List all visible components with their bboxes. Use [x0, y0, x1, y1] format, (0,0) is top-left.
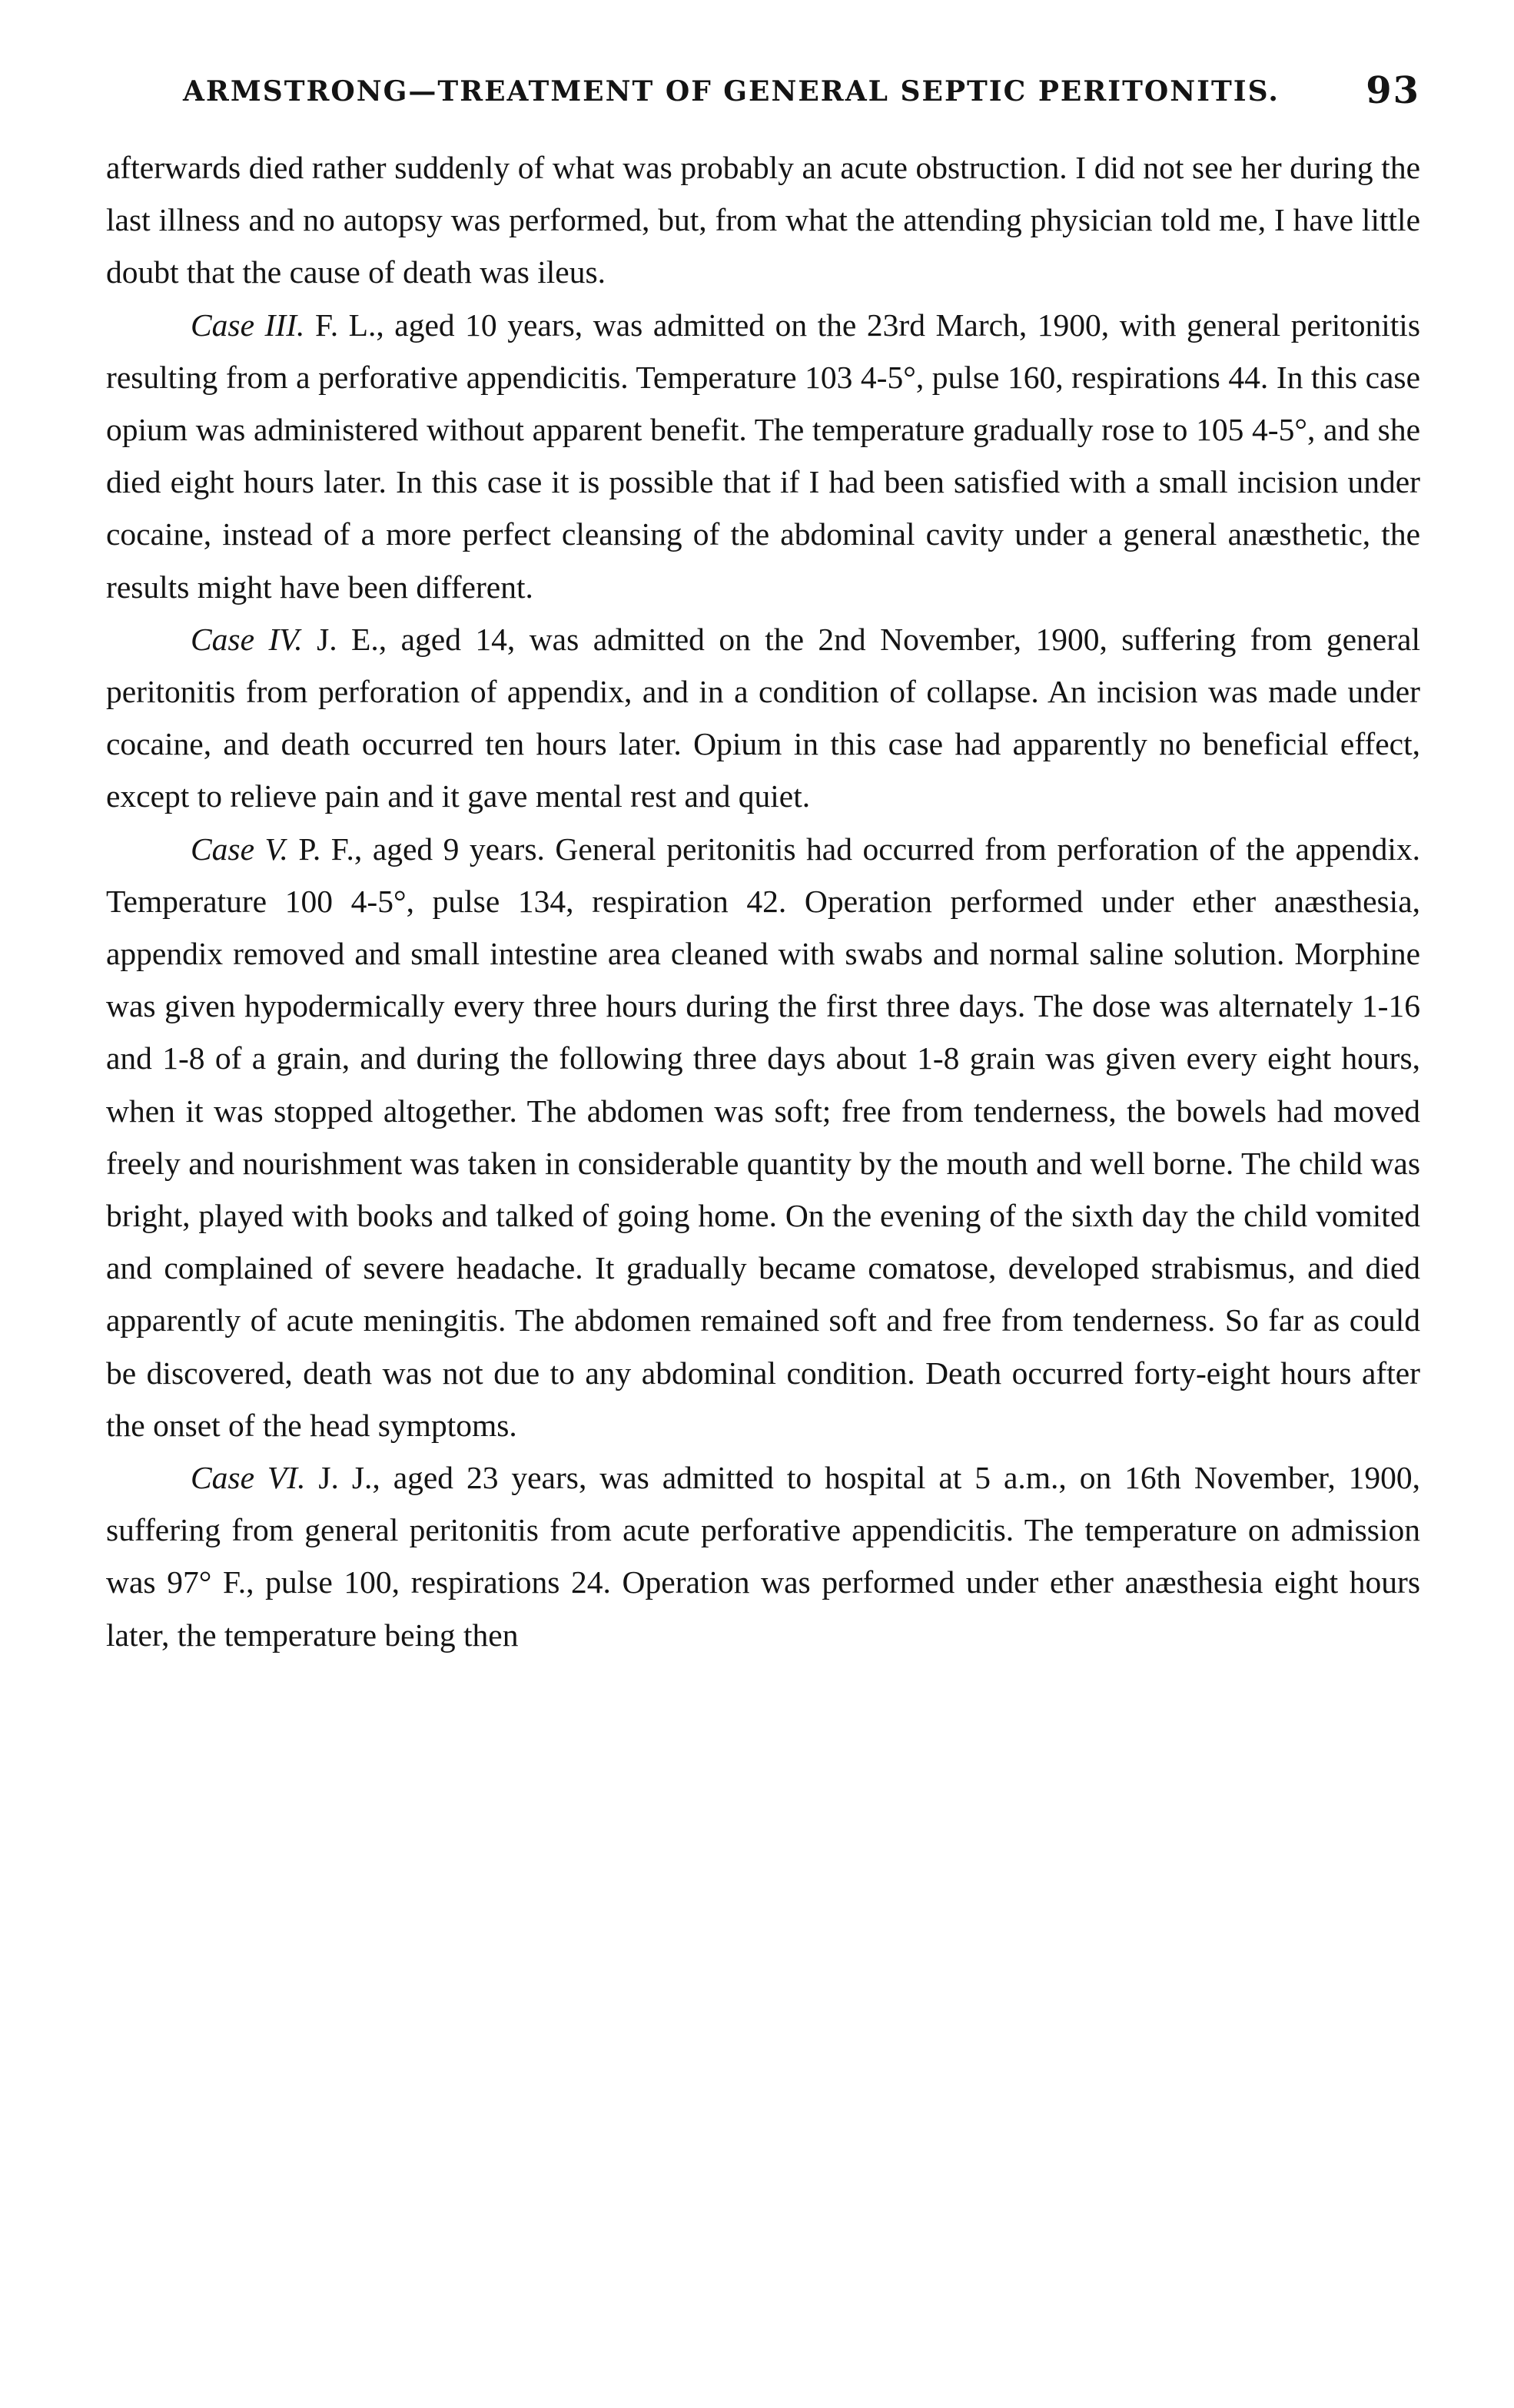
- case-label: Case III.: [191, 307, 305, 343]
- running-head: [106, 68, 1420, 141]
- page-number: 93: [1366, 69, 1420, 112]
- paragraph-text: J. E., aged 14, was admitted on the 2nd November, 1900, suffering from general peritonitis from perforation of appendix, and in a condition of collapse. An incision was made under cocaine, and death occurred ten hours later. Opium in this case had apparently no beneficial effect, except to relieve pain and it gave mental rest and quiet.: [106, 621, 1420, 814]
- running-title: ARMSTRONG—TREATMENT OF GENERAL SEPTIC PERITONITIS.: [183, 75, 1280, 108]
- paragraph-text: afterwards died rather suddenly of what was probably an acute obstruction. I did not see her during the last illness and no autopsy was performed, but, from what the attending physician told me, I have little doubt that the cause of death was ileus.: [106, 150, 1420, 290]
- body-text: [106, 141, 1420, 1661]
- document-page: [106, 68, 1420, 2365]
- paragraph-case-vi: [106, 1451, 1420, 1661]
- paragraph-text: F. L., aged 10 years, was admitted on the 23rd March, 1900, with general peritonitis resulting from a perforative appendicitis. Temperature 103 4-5°, pulse 160, respirations 44. In this case opium was administered without apparent benefit. The temperature gradually rose to 105 4-5°, and she died eight hours later. In this case it is possible that if I had been satisfied with a small incision under cocaine, instead of a more perfect cleansing of the abdominal cavity under a general anæsthetic, the results might have been different.: [106, 307, 1420, 605]
- case-label: Case IV.: [191, 621, 303, 657]
- paragraph-continuation: [106, 141, 1420, 299]
- paragraph-case-iv: [106, 613, 1420, 823]
- paragraph-case-iii: [106, 299, 1420, 613]
- paragraph-case-v: [106, 823, 1420, 1451]
- case-label: Case VI.: [191, 1460, 306, 1496]
- case-label: Case V.: [191, 831, 288, 867]
- paragraph-text: P. F., aged 9 years. General peritonitis had occurred from perforation of the appendix. Temperature 100 4-5°, pulse 134, respiration 42. Operation performed under ether anæsthesia, appendix removed and small intestine area cleaned with swabs and normal saline solution. Morphine was given hypodermically every three hours during the first three days. The dose was alternately 1-16 and 1-8 of a grain, and during the following three days about 1-8 grain was given every eight hours, when it was stopped altogether. The abdomen was soft; free from tenderness, the bowels had moved freely and nourishment was taken in considerable quantity by the mouth and well borne. The child was bright, played with books and talked of going home. On the evening of the sixth day the child vomited and complained of severe headache. It gradually became comatose, developed strabismus, and died apparently of acute meningitis. The abdomen remained soft and free from tenderness. So far as could be discovered, death was not due to any abdominal condition. Death occurred forty-eight hours after the onset of the head symptoms.: [106, 831, 1420, 1443]
- paragraph-text: J. J., aged 23 years, was admitted to hospital at 5 a.m., on 16th November, 1900, suffering from general peritonitis from acute perforative appendicitis. The temperature on admission was 97° F., pulse 100, respirations 24. Operation was performed under ether anæsthesia eight hours later, the temperature being then: [106, 1460, 1420, 1653]
